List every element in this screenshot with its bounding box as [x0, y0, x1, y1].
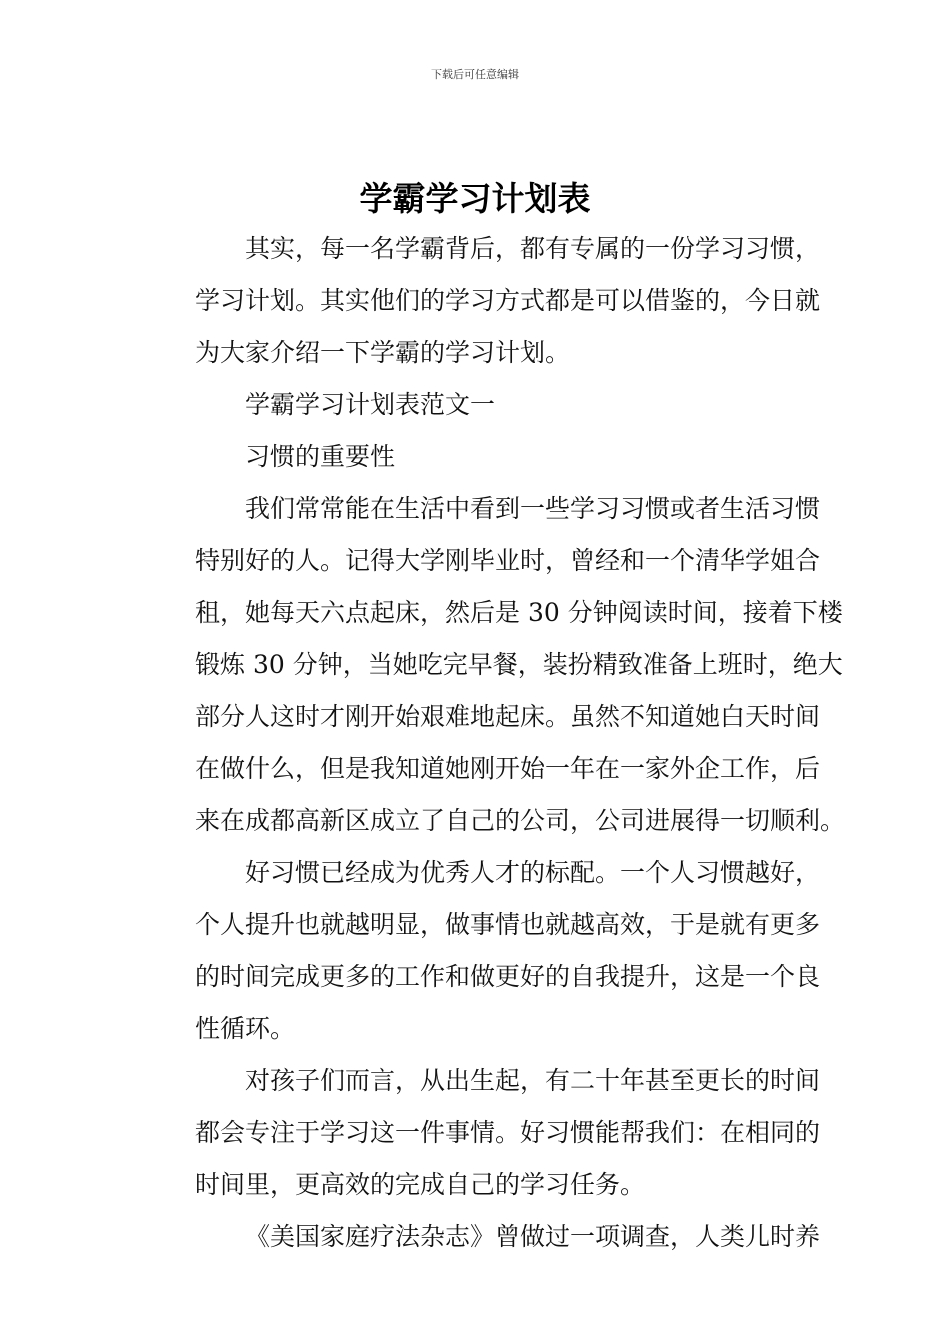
- text-line: 锻炼 30 分钟，当她吃完早餐，装扮精致准备上班时，绝大: [195, 650, 843, 679]
- text-line: 租，她每天六点起床，然后是 30 分钟阅读时间，接着下楼: [195, 598, 843, 627]
- text-line: 的时间完成更多的工作和做更好的自我提升，这是一个良: [195, 962, 821, 991]
- paragraph-survey: [145, 1211, 821, 1263]
- paragraph-children: [145, 1055, 821, 1211]
- text-line: 部分人这时才刚开始艰难地起床。虽然不知道她白天时间: [195, 702, 821, 731]
- paragraph-section-heading: [145, 379, 807, 431]
- text-line: 我们常常能在生活中看到一些学习习惯或者生活习惯: [245, 494, 821, 523]
- page-title: 学霸学习计划表: [359, 179, 591, 218]
- text-line: 时间里，更高效的完成自己的学习任务。: [195, 1170, 646, 1199]
- text-line: 习惯的重要性: [245, 442, 396, 471]
- text-line: 对孩子们而言，从出生起，有二十年甚至更长的时间: [245, 1066, 821, 1095]
- text-line: 来在成都高新区成立了自己的公司，公司进展得一切顺利。: [195, 806, 846, 835]
- paragraph-good-habits: [145, 847, 821, 1055]
- document-body: [145, 223, 846, 1263]
- text-line: 其实，每一名学霸背后，都有专属的一份学习习惯，: [245, 234, 821, 263]
- header-note: 下载后可任意编辑: [431, 68, 519, 81]
- text-line: 个人提升也就越明显，做事情也就越高效，于是就有更多: [195, 910, 821, 939]
- text-line: 特别好的人。记得大学刚毕业时，曾经和一个清华学姐合: [195, 546, 821, 575]
- text-line: 《美国家庭疗法杂志》曾做过一项调查，人类儿时养: [245, 1222, 821, 1251]
- text-line: 好习惯已经成为优秀人才的标配。一个人习惯越好，: [245, 858, 821, 887]
- paragraph-story: [145, 483, 846, 847]
- text-line: 为大家介绍一下学霸的学习计划。: [195, 338, 571, 367]
- text-line: 性循环。: [195, 1014, 296, 1043]
- text-line: 学霸学习计划表范文一: [245, 390, 496, 419]
- text-line: 都会专注于学习这一件事情。好习惯能帮我们：在相同的: [195, 1118, 821, 1147]
- paragraph-intro: [145, 223, 821, 379]
- text-line: 在做什么，但是我知道她刚开始一年在一家外企工作，后: [195, 754, 821, 783]
- paragraph-subheading: [145, 431, 807, 483]
- text-line: 学习计划。其实他们的学习方式都是可以借鉴的，今日就: [195, 286, 821, 315]
